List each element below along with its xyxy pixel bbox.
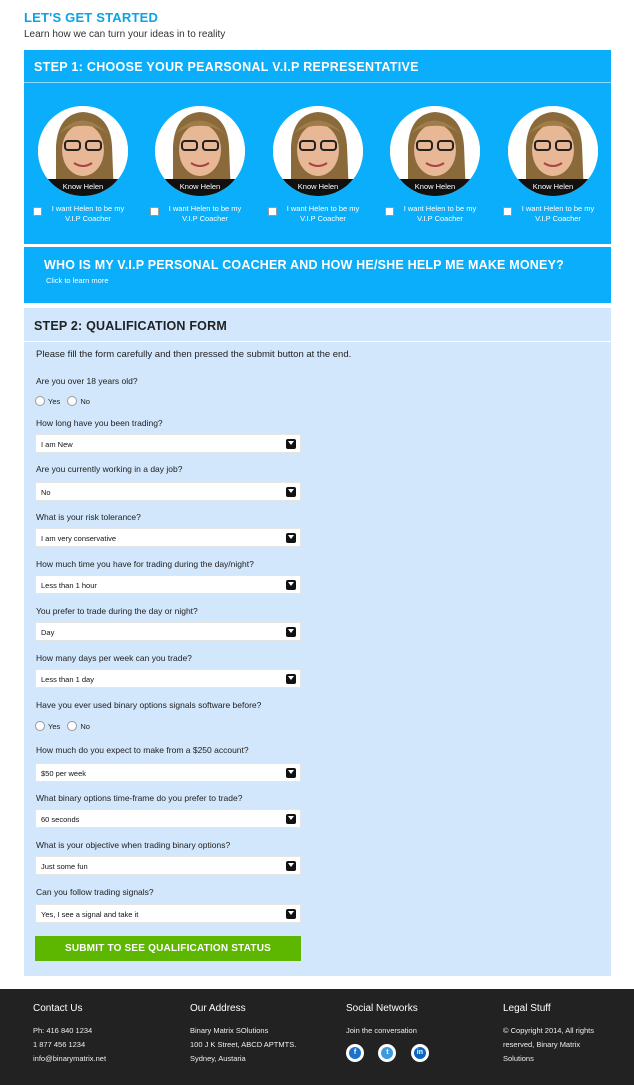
who-title: WHO IS MY V.I.P PERSONAL COACHER AND HOW HE/SHE HELP ME MAKE MONEY? xyxy=(44,258,564,272)
rep-avatar xyxy=(508,106,598,196)
select-value: Yes, I see a signal and take it xyxy=(41,910,139,919)
rep-checkbox[interactable] xyxy=(503,207,512,216)
rep-checkbox-label: I want Helen to be my V.I.P Coacher xyxy=(403,204,477,223)
phone-1: Ph: 416 840 1234 xyxy=(33,1026,93,1035)
select-value: 60 seconds xyxy=(41,815,80,824)
address-line: Binary Matrix SOlutions xyxy=(190,1026,269,1035)
rep-checkbox-label: I want Helen to be my V.I.P Coacher xyxy=(168,204,242,223)
question-label: How much time you have for trading during the day/night? xyxy=(36,559,254,569)
question-label: How long have you been trading? xyxy=(36,418,163,428)
signals-no-label: No xyxy=(80,721,90,731)
linkedin-icon[interactable] xyxy=(411,1044,429,1062)
chevron-down-icon xyxy=(286,861,296,871)
chevron-down-icon xyxy=(286,627,296,637)
step1-panel xyxy=(24,50,611,244)
signals-yes-radio[interactable] xyxy=(35,721,45,731)
question-label: What binary options time-frame do you prefer to trade? xyxy=(36,793,243,803)
risk-tolerance-select[interactable] xyxy=(35,528,301,547)
facebook-glyph: f xyxy=(349,1047,361,1059)
signals-radio-group xyxy=(35,721,95,731)
legal-line: © Copyright 2014, All rights xyxy=(503,1026,594,1035)
trading-time-select[interactable] xyxy=(35,575,301,594)
footer-social xyxy=(346,1003,439,1067)
time-frame-select[interactable] xyxy=(35,809,301,828)
select-value: No xyxy=(41,488,51,497)
signals-no-radio[interactable] xyxy=(67,721,77,731)
footer-heading: Our Address xyxy=(190,1003,246,1014)
page-subtitle: Learn how we can turn your ideas in to reality xyxy=(24,29,226,40)
objective-select[interactable] xyxy=(35,856,301,875)
rep-checkbox[interactable] xyxy=(385,207,394,216)
linkedin-glyph: in xyxy=(414,1047,426,1059)
address-line: 100 J K Street, ABCD APTMTS. xyxy=(190,1040,297,1049)
rep-card xyxy=(498,106,608,226)
select-value: Less than 1 day xyxy=(41,675,94,684)
facebook-icon[interactable] xyxy=(346,1044,364,1062)
footer-heading: Social Networks xyxy=(346,1003,418,1014)
form-intro: Please fill the form carefully and then pressed the submit button at the end. xyxy=(36,349,352,360)
chevron-down-icon xyxy=(286,533,296,543)
legal-line: reserved, Binary Matrix xyxy=(503,1040,581,1049)
page-title: LET'S GET STARTED xyxy=(24,10,159,25)
age-no-radio[interactable] xyxy=(67,396,77,406)
step2-title: STEP 2: QUALIFICATION FORM xyxy=(24,308,611,342)
step2-panel xyxy=(24,308,611,976)
rep-select[interactable] xyxy=(498,204,608,226)
rep-card xyxy=(145,106,255,226)
follow-signals-select[interactable] xyxy=(35,904,301,923)
rep-avatar xyxy=(390,106,480,196)
submit-button[interactable]: SUBMIT TO SEE QUALIFICATION STATUS xyxy=(35,936,301,961)
learn-more-link[interactable]: Click to learn more xyxy=(46,276,109,285)
footer-contact xyxy=(33,1003,106,1066)
email-link[interactable]: info@binarymatrix.net xyxy=(33,1054,107,1063)
chevron-down-icon xyxy=(286,909,296,919)
age-yes-radio[interactable] xyxy=(35,396,45,406)
rep-select[interactable] xyxy=(145,204,255,226)
signals-yes-label: Yes xyxy=(48,721,61,731)
question-label: You prefer to trade during the day or night? xyxy=(36,606,198,616)
step1-title: STEP 1: CHOOSE YOUR PEARSONAL V.I.P REPRESENTATIVE xyxy=(24,50,611,83)
question-label: What is your objective when trading binary options? xyxy=(36,840,231,850)
social-icons xyxy=(346,1044,439,1067)
footer xyxy=(0,989,634,1085)
rep-card xyxy=(380,106,490,226)
select-value: $50 per week xyxy=(41,769,87,778)
question-label: Have you ever used binary options signals software before? xyxy=(36,700,262,710)
know-helen-button[interactable]: Know Helen xyxy=(508,179,598,196)
question-label: Are you over 18 years old? xyxy=(36,376,138,386)
footer-heading: Contact Us xyxy=(33,1003,83,1014)
footer-address xyxy=(190,1003,296,1066)
question-label: How many days per week can you trade? xyxy=(36,653,192,663)
phone-2: 1 877 456 1234 xyxy=(33,1040,86,1049)
select-value: Just some fun xyxy=(41,862,88,871)
know-helen-button[interactable]: Know Helen xyxy=(273,179,363,196)
day-job-select[interactable] xyxy=(35,482,301,501)
know-helen-button[interactable]: Know Helen xyxy=(155,179,245,196)
select-value: I am very conservative xyxy=(41,534,117,543)
twitter-icon[interactable] xyxy=(378,1044,396,1062)
footer-legal xyxy=(503,1003,594,1066)
chevron-down-icon xyxy=(286,487,296,497)
age-yes-label: Yes xyxy=(48,396,61,406)
rep-select[interactable] xyxy=(263,204,373,226)
legal-line: Solutions xyxy=(503,1054,534,1063)
question-label: Are you currently working in a day job? xyxy=(36,464,183,474)
know-helen-button[interactable]: Know Helen xyxy=(390,179,480,196)
rep-avatar xyxy=(155,106,245,196)
rep-card xyxy=(28,106,138,226)
who-banner xyxy=(24,247,611,303)
day-night-select[interactable] xyxy=(35,622,301,641)
social-text: Join the conversation xyxy=(346,1026,417,1035)
twitter-glyph: t xyxy=(381,1047,393,1059)
rep-card xyxy=(263,106,373,226)
select-value: Day xyxy=(41,628,55,637)
rep-checkbox[interactable] xyxy=(150,207,159,216)
trading-experience-select[interactable] xyxy=(35,434,301,453)
days-per-week-select[interactable] xyxy=(35,669,301,688)
rep-checkbox[interactable] xyxy=(33,207,42,216)
chevron-down-icon xyxy=(286,580,296,590)
chevron-down-icon xyxy=(286,439,296,449)
rep-checkbox[interactable] xyxy=(268,207,277,216)
footer-heading: Legal Stuff xyxy=(503,1003,551,1014)
question-label: What is your risk tolerance? xyxy=(36,512,141,522)
rep-checkbox-label: I want Helen to be my V.I.P Coacher xyxy=(521,204,595,223)
select-value: I am New xyxy=(41,440,73,449)
expected-profit-select[interactable] xyxy=(35,763,301,782)
rep-select[interactable] xyxy=(380,204,490,226)
know-helen-button[interactable]: Know Helen xyxy=(38,179,128,196)
question-label: Can you follow trading signals? xyxy=(36,887,154,897)
age-no-label: No xyxy=(80,396,90,406)
page-header xyxy=(24,10,225,40)
address-line: Sydney, Austaria xyxy=(190,1054,246,1063)
chevron-down-icon xyxy=(286,674,296,684)
age-radio-group xyxy=(35,396,95,406)
rep-avatar xyxy=(38,106,128,196)
rep-checkbox-label: I want Helen to be my V.I.P Coacher xyxy=(286,204,360,223)
rep-avatar xyxy=(273,106,363,196)
select-value: Less than 1 hour xyxy=(41,581,97,590)
rep-select[interactable] xyxy=(28,204,138,226)
representatives-list xyxy=(24,106,611,236)
rep-checkbox-label: I want Helen to be my V.I.P Coacher xyxy=(51,204,125,223)
chevron-down-icon xyxy=(286,768,296,778)
question-label: How much do you expect to make from a $250 account? xyxy=(36,745,249,755)
chevron-down-icon xyxy=(286,814,296,824)
